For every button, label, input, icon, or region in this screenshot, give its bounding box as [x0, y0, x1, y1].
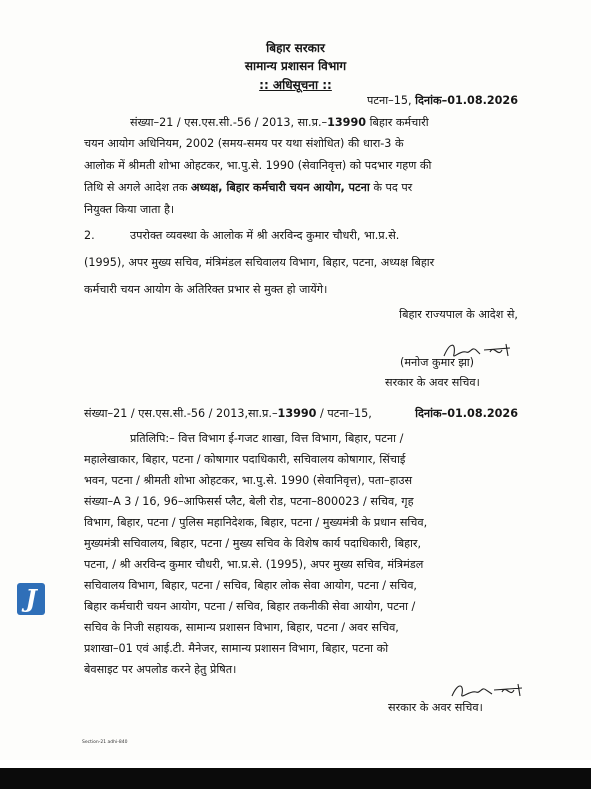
- place-date: [300, 95, 518, 106]
- signatory2-designation: सरकार के अवर सचिव।: [388, 701, 483, 714]
- para1-line5: नियुक्त किया जाता है।: [84, 203, 175, 216]
- place-text: पटना–15,: [367, 94, 412, 107]
- signatory-designation: सरकार के अवर सचिव।: [385, 376, 480, 389]
- order-line: बिहार राज्यपाल के आदेश से,: [399, 308, 518, 321]
- para2-line3: कर्मचारी चयन आयोग के अतिरिक्त प्रभार से मुक्त हो जायेंगे।: [84, 283, 328, 296]
- ref-date: दिनांक–01.08.2026: [415, 407, 518, 420]
- copy-line-12: बेवसाइट पर अपलोड करने हेतु प्रेषित।: [84, 663, 237, 676]
- copy-line-6: मुख्यमंत्री सचिवालय, बिहार, पटना / मुख्य सचिव के विशेष कार्य पदाधिकारी, बिहार,: [84, 537, 422, 550]
- para1-line1: संख्या–21 / एस.एस.सी.-56 / 2013, सा.प्र.–13990 बिहार कर्मचारी: [130, 116, 429, 129]
- copy-line-4: संख्या–A 3 / 16, 96–आफिसर्स प्लैट, बेली रोड, पटना–800023 / सचिव, गृह: [84, 495, 414, 508]
- ref-memo-number: 13990: [277, 407, 317, 420]
- date-text: दिनांक–01.08.2026: [415, 94, 518, 107]
- copy-line-5: विभाग, बिहार, पटना / पुलिस महानिदेशक, बिहार, पटना / मुख्यमंत्री के प्रधान सचिव,: [84, 516, 428, 529]
- para1-line3: आलोक में श्रीमती शोभा ओहटकर, भा.पु.से. 1990 (सेवानिवृत्त) को पदभार गहण की: [84, 159, 432, 172]
- para2-line2: (1995), अपर मुख्य सचिव, मंत्रिमंडल सचिवालय विभाग, बिहार, पटना, अध्यक्ष बिहार: [84, 256, 435, 269]
- appointed-post: अध्यक्ष, बिहार कर्मचारी चयन आयोग, पटना: [191, 181, 370, 194]
- signatory-name: (मनोज कुमार झा): [400, 356, 475, 369]
- copy-line-9: बिहार कर्मचारी चयन आयोग, पटना / सचिव, बिहार तकनीकी सेवा आयोग, पटना /: [84, 600, 416, 613]
- copy-line-8: सचिवालय विभाग, बिहार, पटना / सचिव, बिहार लोक सेवा आयोग, पटना / सचिव,: [84, 579, 417, 592]
- reference-line: संख्या–21 / एस.एस.सी.-56 / 2013,सा.प्र.–13990 / पटना–15, दिनांक–01.08.2026: [84, 407, 518, 420]
- para2-number: 2.: [84, 229, 95, 242]
- para1-line4: तिथि से अगले आदेश तक अध्यक्ष, बिहार कर्मचारी चयन आयोग, पटना के पद पर: [84, 181, 413, 194]
- header-notification: :: अधिसूचना ::: [259, 78, 332, 92]
- app-badge-icon[interactable]: J: [17, 583, 45, 615]
- copy-line-1: प्रतिलिपि:– वित्त विभाग ई-गजट शाखा, वित्त विभाग, बिहार, पटना /: [130, 432, 404, 445]
- copy-line-3: भवन, पटना / श्रीमती शोभा ओहटकर, भा.पु.से. 1990 (सेवानिवृत्त), पता–हाउस: [84, 474, 413, 487]
- copy-line-7: पटना, / श्री अरविन्द कुमार चौधरी, भा.प्र.से. (1995), अपर मुख्य सचिव, मंत्रिमंडल: [84, 558, 424, 571]
- para1-line2: चयन आयोग अधिनियम, 2002 (समय-समय पर यथा संशोधित) की धारा-3 के: [84, 137, 404, 150]
- signature-image-2: [448, 680, 530, 702]
- copy-line-11: प्रशाखा–01 एवं आई.टी. मैनेजर, सामान्य प्रशासन विभाग, बिहार, पटना को: [84, 642, 389, 655]
- copy-line-10: सचिव के निजी सहायक, सामान्य प्रशासन विभाग, बिहार, पटना / अवर सचिव,: [84, 621, 399, 634]
- footer-note: Section-21 adhi-840: [82, 740, 128, 745]
- memo-number: 13990: [327, 116, 367, 129]
- bottom-bar: [0, 768, 591, 789]
- para2-line1: उपरोक्त व्यवस्था के आलोक में श्री अरविन्द कुमार चौधरी, भा.प्र.से.: [130, 229, 400, 242]
- header-department: सामान्य प्रशासन विभाग: [244, 59, 347, 73]
- copy-line-2: महालेखाकार, बिहार, पटना / कोषागार पदाधिकारी, सचिवालय कोषागार, सिंचाई: [84, 453, 406, 466]
- header-government: बिहार सरकार: [266, 41, 325, 55]
